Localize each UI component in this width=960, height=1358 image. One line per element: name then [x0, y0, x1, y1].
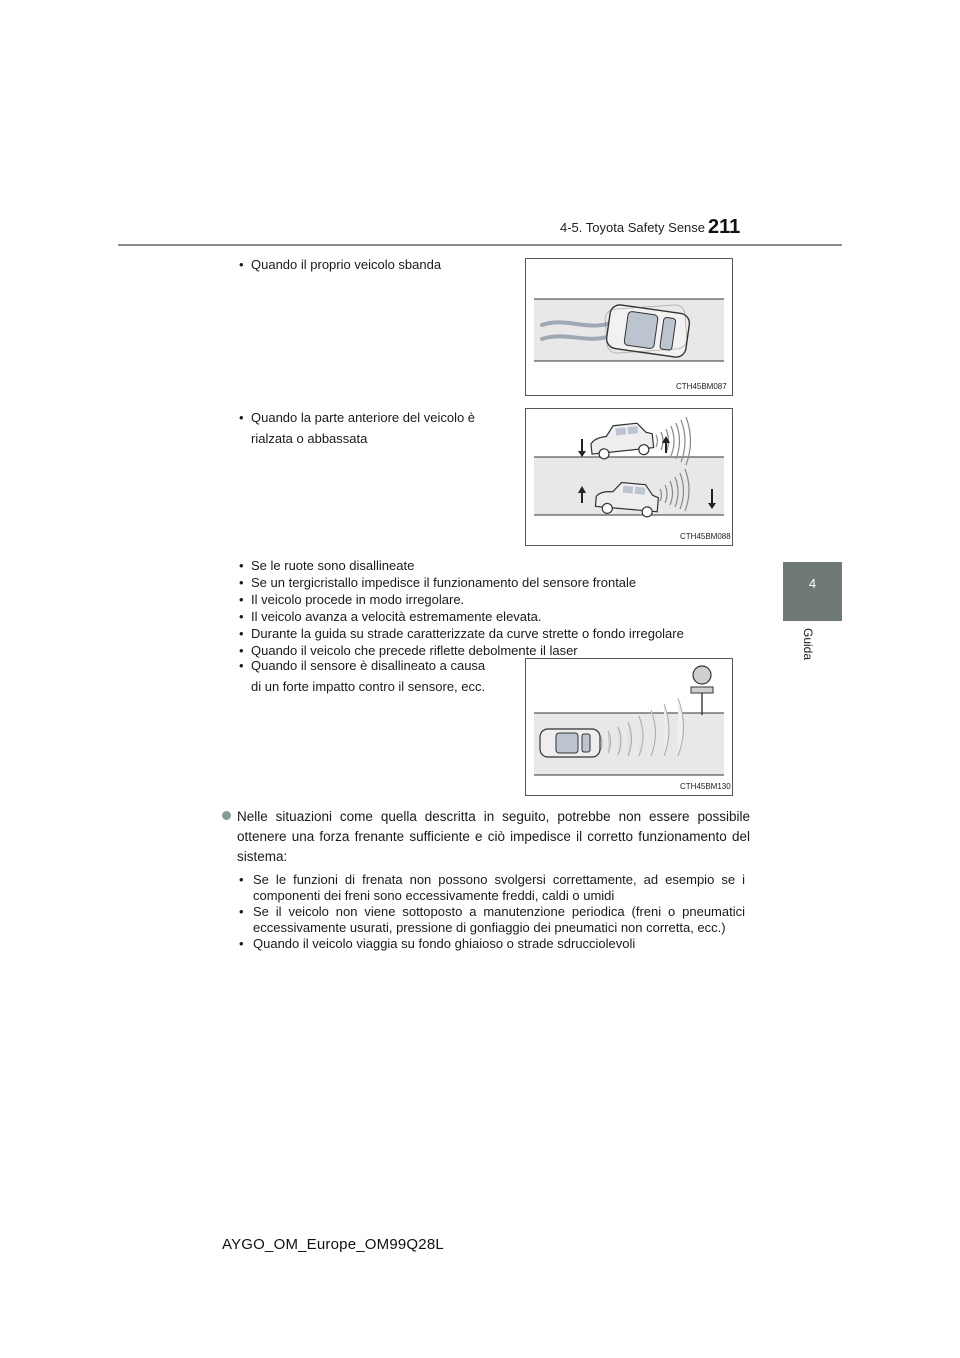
list-item: • Quando il veicolo viaggia su fondo ghiaioso o strade sdrucciolevoli: [239, 936, 636, 951]
list-item: • Se il veicolo non viene sottoposto a manutenzione periodica (freni o pneumatici eccessivamente usurati, pressione di gonfiaggio dei pneumatici non corretta, ecc.): [239, 904, 745, 935]
note-line1: Nelle situazioni come quella descritta in seguito, potrebbe non essere possibile: [237, 809, 750, 824]
list-item: • Se le ruote sono disallineate: [239, 558, 415, 573]
misaligned-illustration: [526, 659, 732, 795]
figure-vehicle-skid: [525, 258, 733, 396]
section-title: 4-5. Toyota Safety Sense: [560, 220, 706, 235]
note-list: [239, 872, 745, 952]
skid-illustration: [526, 259, 732, 395]
caption-misaligned-line1: Quando il sensore è disallineato a causa: [251, 658, 486, 673]
note-line3: sistema:: [237, 849, 288, 864]
chapter-label: Guida: [801, 628, 815, 661]
figure-vehicle-pitch: [525, 408, 733, 546]
list-item: • Durante la guida su strade caratterizzate da curve strette o fondo irregolare: [239, 626, 684, 641]
figure-code: CTH45BM087: [676, 382, 727, 391]
condition-list: [239, 557, 739, 659]
chapter-tab: [783, 562, 842, 621]
note-line2: ottenere una forza frenante sufficiente e ciò impedisce il corretto funzionamento del: [237, 829, 750, 844]
list-item: • Se un tergicristallo impedisce il funzionamento del sensore frontale: [239, 575, 637, 590]
caption-misaligned: [239, 655, 507, 697]
caption-pitch: [239, 407, 507, 449]
pitch-illustration: [526, 409, 732, 545]
list-item: • Il veicolo procede in modo irregolare.: [239, 592, 465, 607]
header-divider: [118, 244, 842, 246]
bullet-mark: •: [239, 257, 244, 272]
caption-pitch-line1: Quando la parte anteriore del veicolo è: [251, 410, 476, 425]
caption-misaligned-line2: di un forte impatto contro il sensore, ecc.: [251, 679, 486, 694]
figure-code: CTH45BM088: [680, 532, 731, 541]
figure-sensor-misaligned: [525, 658, 733, 796]
list-item: • Il veicolo avanza a velocità estremamente elevata.: [239, 609, 542, 624]
caption-skid: [239, 256, 509, 273]
chapter-number: 4: [808, 576, 817, 591]
page-number: 211: [708, 216, 741, 238]
caption-pitch-line2: rialzata o abbassata: [251, 431, 368, 446]
note-bullet-icon: [222, 811, 231, 820]
bullet-mark: •: [239, 410, 244, 425]
note-paragraph: [222, 807, 750, 867]
figure-code: CTH45BM130: [680, 782, 731, 791]
document-code: AYGO_OM_Europe_OM99Q28L: [222, 1236, 444, 1253]
caption-skid-text: Quando il proprio veicolo sbanda: [251, 257, 442, 272]
list-item: • Quando il veicolo che precede riflette debolmente il laser: [239, 643, 578, 658]
bullet-mark: •: [239, 658, 244, 673]
list-item: • Se le funzioni di frenata non possono svolgersi correttamente, ad esempio se i componenti dei freni sono eccessivamente freddi, caldi o umidi: [239, 872, 745, 903]
